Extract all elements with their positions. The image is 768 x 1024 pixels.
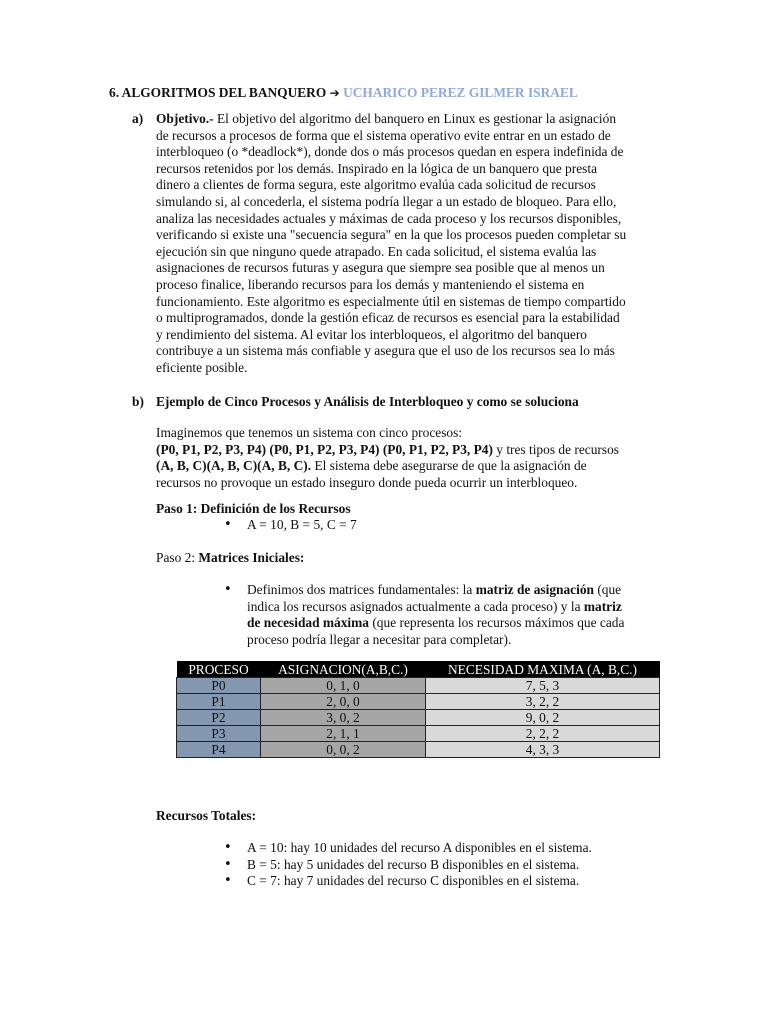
table-header-row: [177, 661, 660, 678]
section-a-line: proceso finalice, liberando recursos para los demás y manteniendo el sistema en: [156, 276, 585, 292]
table-cell: 0, 1, 0: [261, 678, 426, 694]
intro-text: y tres tipos de recursos: [492, 441, 619, 457]
step2-bold: de necesidad máxima: [247, 615, 369, 631]
section-a-marker: a): [132, 111, 144, 126]
table-row: [177, 678, 660, 694]
step2-list: [156, 582, 676, 648]
step2-line: [247, 615, 676, 632]
list-item: • B = 5: hay 5 unidades del recurso B disponibles en el sistema.: [156, 857, 676, 874]
section-a-line: asignaciones de recursos futuras y asegura que siempre sea posible que al menos un: [156, 260, 605, 276]
step2-line: [247, 599, 676, 616]
table-row: [177, 726, 660, 742]
table-cell: 3, 2, 2: [426, 694, 660, 710]
header-process: PROCESO: [177, 661, 261, 678]
step2-line: proceso podría llegar a necesitar para completar).: [247, 631, 512, 647]
section-a-line: [156, 111, 656, 128]
table-cell: 4, 3, 3: [426, 742, 660, 758]
step2-line: [247, 582, 676, 599]
table-cell: P0: [177, 678, 261, 694]
table-row: [177, 742, 660, 758]
section-b-marker: b): [132, 394, 144, 409]
table-cell: 3, 0, 2: [261, 710, 426, 726]
intro-resources: (A, B, C)(A, B, C)(A, B, C).: [156, 458, 312, 474]
list-item: [156, 582, 676, 648]
arrow-right-icon: ➔: [329, 86, 340, 100]
section-a-line: dinero a clientes de forma segura, este algoritmo evalúa cada solicitud de recursos: [156, 177, 596, 193]
totals-title: Recursos Totales:: [156, 808, 257, 823]
intro-line: [156, 458, 676, 475]
step2-bold: matriz de asignación: [475, 582, 594, 597]
section-a-line: simulando si, al concederla, el sistema podría llegar a un estado de bloqueo. Para ello,: [156, 193, 617, 209]
step2-text: Definimos dos matrices fundamentales: la: [247, 582, 476, 597]
table-row: [177, 710, 660, 726]
section-a-line-text: El objetivo del algoritmo del banquero en Linux es gestionar la asignación: [213, 111, 617, 126]
list-item: • C = 7: hay 7 unidades del recurso C disponibles en el sistema.: [156, 873, 676, 890]
step2-bold: matriz: [583, 598, 622, 614]
table-cell: 2, 2, 2: [426, 726, 660, 742]
table-cell: P3: [177, 726, 261, 742]
section-a-line: y rendimiento del sistema. Al evitar los interbloqueos, el algoritmo del banquero: [156, 326, 588, 342]
table-cell: P2: [177, 710, 261, 726]
section-a-line: de recursos a procesos de forma que el sistema operativo evite entrar en un estado de: [156, 127, 611, 143]
header-max-need: NECESIDAD MAXIMA (A, B,C.): [426, 661, 660, 678]
intro-line: recursos no provoque un estado inseguro donde pueda ocurrir un interbloqueo.: [156, 474, 578, 490]
list-item: • A = 10: hay 10 unidades del recurso A disponibles en el sistema.: [156, 840, 676, 857]
section-a-line: eficiente posible.: [156, 359, 248, 375]
table-cell: 7, 5, 3: [426, 678, 660, 694]
section-a-line: ejecución sin que ninguno quede atrapado. En cada solicitud, el sistema evalúa las: [156, 243, 597, 259]
section-heading: [109, 85, 578, 102]
section-a-line: o multiprogramados, donde la gestión eficaz de recursos es esencial para la estabilidad: [156, 310, 620, 326]
table-cell: 2, 1, 1: [261, 726, 426, 742]
section-a-line: funcionamiento. Este algoritmo es especialmente útil en sistemas de tiempo compartido: [156, 293, 626, 309]
step1-title: Paso 1: Definición de los Recursos: [156, 501, 351, 516]
section-a-line: verificando si existe una "secuencia segura" en la que los procesos pueden completar su: [156, 227, 627, 243]
step2-text: (que: [593, 582, 622, 597]
step2-title: Matrices Iniciales:: [198, 550, 305, 565]
section-a-paragraph: [156, 111, 656, 377]
table-row: [177, 694, 660, 710]
table-cell: P1: [177, 694, 261, 710]
objective-label: Objetivo.-: [156, 111, 214, 126]
section-a-line: analiza las necesidades actuales y máximas de cada proceso y los recursos disponibles,: [156, 210, 622, 226]
table-cell: 2, 0, 0: [261, 694, 426, 710]
list-item: • A = 10, B = 5, C = 7: [156, 517, 656, 534]
heading-title: ALGORITMOS DEL BANQUERO: [121, 85, 327, 100]
table-cell: P4: [177, 742, 261, 758]
matrix-table: [176, 661, 660, 758]
intro-line: Imaginemos que tenemos un sistema con cinco procesos:: [156, 425, 463, 440]
header-allocation: ASIGNACION(A,B,C.): [261, 661, 426, 678]
heading-author: UCHARICO PEREZ GILMER ISRAEL: [343, 85, 578, 100]
intro-text: El sistema debe asegurarse de que la asignación de: [311, 458, 587, 474]
intro-processes: (P0, P1, P2, P3, P4) (P0, P1, P2, P3, P4) (P0, P1, P2, P3, P4): [156, 441, 493, 457]
totals-list: [156, 840, 676, 890]
section-a-line: recursos retenidos por los demás. Inspirado en la lógica de un banquero que presta: [156, 160, 598, 176]
table-cell: 9, 0, 2: [426, 710, 660, 726]
step2-text: (que representa los recursos máximos que cada: [369, 615, 625, 631]
intro-line: [156, 442, 676, 459]
section-b-title: Ejemplo de Cinco Procesos y Análisis de Interbloqueo y como se soluciona: [156, 394, 579, 409]
section-a-line: contribuye a un sistema más confiable y asegura que el uso de los recursos sea lo más: [156, 343, 615, 359]
step2-prefix: Paso 2:: [156, 550, 199, 565]
section-b-intro: [156, 425, 676, 491]
step2-heading: [156, 550, 656, 567]
step1-list: [156, 517, 656, 534]
step2-text: indica los recursos asignados actualmente a cada proceso) y la: [247, 598, 584, 614]
table-cell: 0, 0, 2: [261, 742, 426, 758]
section-a-line: interbloqueo (o *deadlock*), donde dos o más procesos quedan en espera indefinida de: [156, 144, 624, 160]
heading-number: 6.: [109, 85, 120, 100]
